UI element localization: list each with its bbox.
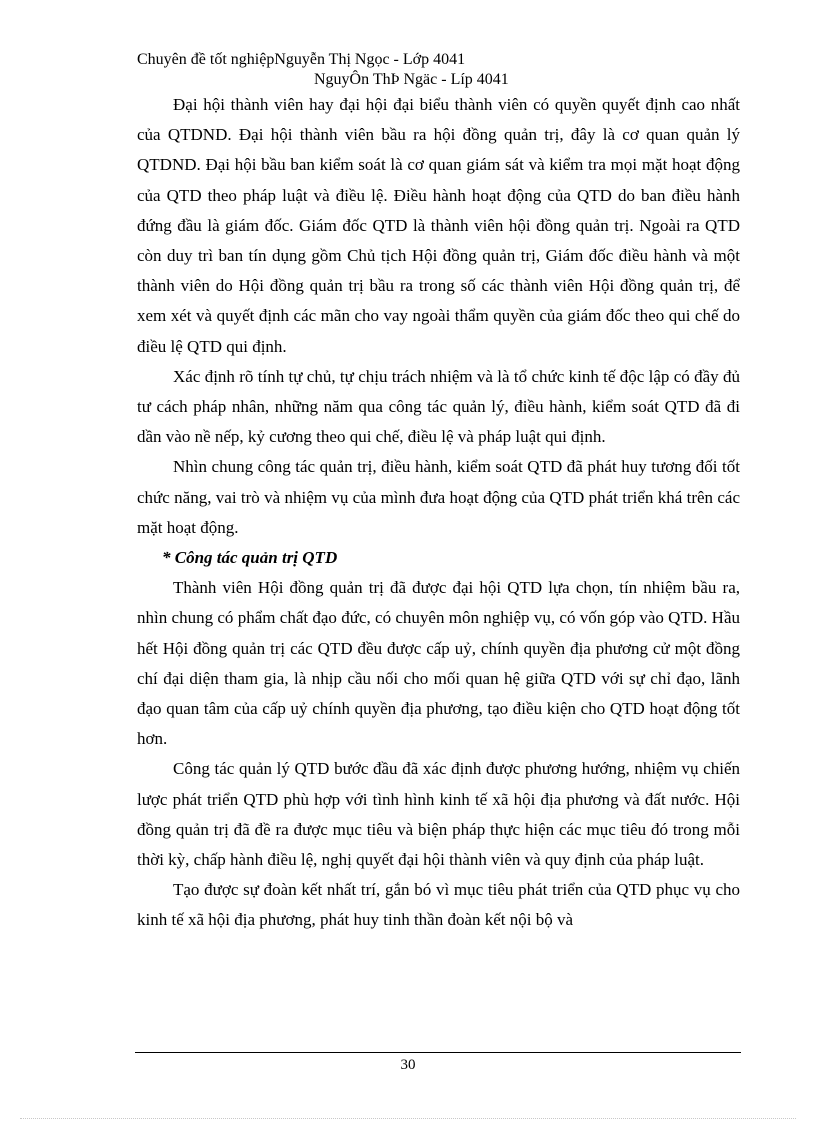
paragraph-thanh-vien: Thành viên Hội đồng quản trị đã được đại hội QTD lựa chọn, tín nhiệm bầu ra, nhìn chung có phẩm chất đạo đức, có chuyên môn nghiệp vụ, có vốn góp vào QTD. Hầu hết Hội đồng quản trị các QTD đều được cấp uỷ, chính quyền địa phương cử một đồng chí đại diện tham gia, là nhịp cầu nối cho mối quan hệ giữa QTD với sự chỉ đạo, lãnh đạo quan tâm của cấp uỷ chính quyền địa phương, tạo điều kiện cho QTD hoạt động tốt hơn.	[137, 578, 740, 749]
paragraph-nhin-chung: Nhìn chung công tác quản trị, điều hành, kiểm soát QTD đã phát huy tương đối tốt chức năng, vai trò và nhiệm vụ của mình đưa hoạt động của QTD phát triển khá trên các mặt hoạt động.	[137, 457, 740, 537]
header-line-2: NguyÔn ThÞ Ngäc - Líp 4041	[314, 71, 509, 88]
section-heading-quan-tri: * Công tác quản trị QTD	[162, 548, 338, 568]
paragraph-cong-tac-quan-ly: Công tác quản lý QTD bước đầu đã xác định được phương hướng, nhiệm vụ chiến lược phát triển QTD phù hợp với tình hình kinh tế xã hội địa phương và đất nước. Hội đồng quản trị đã đề ra được mục tiêu và biện pháp thực hiện các mục tiêu đó trong mỗi thời kỳ, chấp hành điều lệ, nghị quyết đại hội thành viên và quy định của pháp luật.	[137, 759, 740, 870]
page-number: 30	[400, 1057, 416, 1073]
paragraph-tao-duoc: Tạo được sự đoàn kết nhất trí, gắn bó vì mục tiêu phát triển của QTD phục vụ cho kinh tế xã hội địa phương, phát huy tinh thần đoàn kết nội bộ và	[137, 880, 740, 930]
running-header	[137, 50, 737, 90]
body-text	[137, 90, 740, 936]
page-boundary-dotted-line	[20, 1118, 796, 1119]
paragraph-dai-hoi: Đại hội thành viên hay đại hội đại biểu thành viên có quyền quyết định cao nhất của QTDND. Đại hội thành viên bầu ra hội đồng quản trị, đây là cơ quan quản lý QTDND. Đại hội bầu ban kiểm soát là cơ quan giám sát và kiểm tra mọi mặt hoạt động của QTD theo pháp luật và điều lệ. Điều hành hoạt động của QTD do ban điều hành đứng đầu là giám đốc. Giám đốc QTD là thành viên hội đồng quản trị. Ngoài ra QTD còn duy trì ban tín dụng gồm Chủ tịch Hội đồng quản trị, Giám đốc điều hành và một thành viên do Hội đồng quản trị bầu ra trong số các thành viên Hội đồng quản trị, để xem xét và quyết định các mãn cho vay ngoài thẩm quyền của giám đốc theo qui chế do điều lệ QTD qui định.	[137, 95, 740, 356]
paragraph-xac-dinh: Xác định rõ tính tự chủ, tự chịu trách nhiệm và là tổ chức kinh tế độc lập có đầy đủ tư cách pháp nhân, những năm qua công tác quản lý, điều hành, kiểm soát QTD đã đi dần vào nề nếp, kỷ cương theo qui chế, điều lệ và pháp luật qui định.	[137, 366, 740, 447]
header-line-1: Chuyên đề tốt nghiệpNguyễn Thị Ngọc - Lớp 4041	[137, 51, 466, 68]
footer-divider	[135, 1052, 741, 1053]
